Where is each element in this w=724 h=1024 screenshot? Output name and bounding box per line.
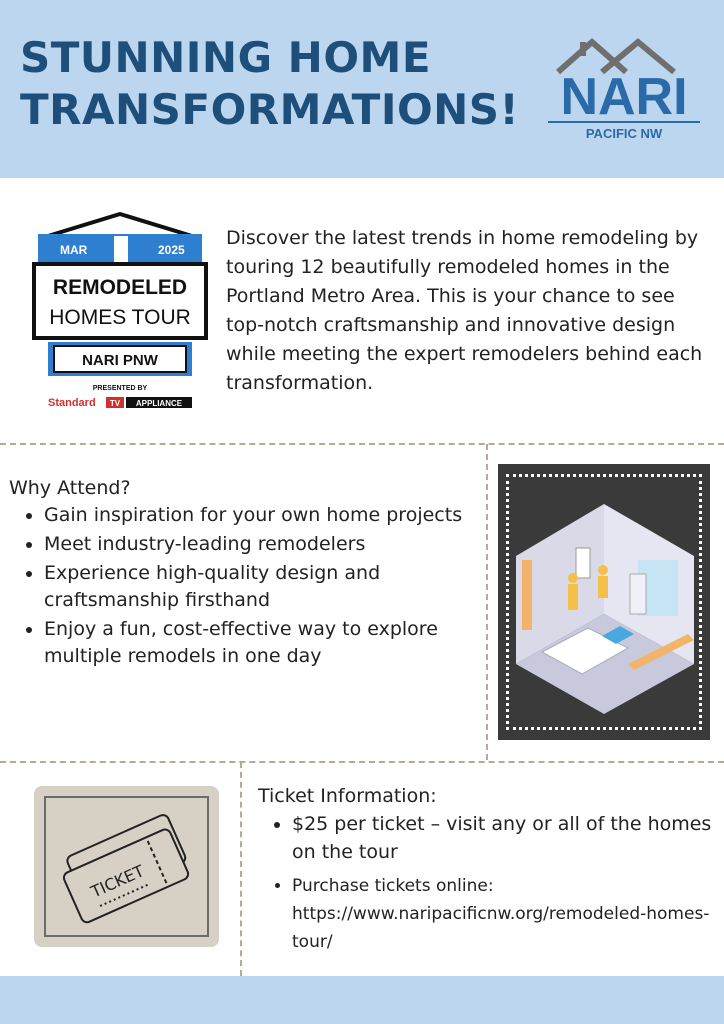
why-attend-list: [20, 502, 504, 672]
badge-year: 2025: [158, 243, 185, 257]
title-line-2: TRANSFORMATIONS!: [20, 85, 520, 134]
list-item: • Gain inspiration for your own home projects: [44, 502, 504, 529]
ticket-info-list: [270, 810, 724, 962]
badge-line-1: REMODELED: [52, 276, 188, 299]
badge-org: NARI PNW: [82, 352, 158, 369]
footer-banner: [0, 976, 724, 1024]
badge-line-2: HOMES TOUR: [49, 306, 191, 329]
sponsor-mid: TV: [109, 399, 121, 408]
title-line-1: STUNNING HOME: [20, 33, 432, 82]
badge-presented-by: PRESENTED BY: [92, 385, 148, 392]
nari-logo: [540, 28, 712, 148]
page-title: [20, 32, 519, 136]
divider-top: [0, 443, 724, 445]
sponsor-name: Standard: [48, 397, 96, 409]
divider-middle-vertical: [486, 444, 488, 760]
ticket-icon: [34, 786, 219, 947]
list-item: • Enjoy a fun, cost-effective way to explore multiple remodels in one day: [44, 616, 504, 670]
logo-text: NARI: [560, 68, 688, 126]
bathroom-illustration: [498, 464, 710, 740]
divider-ticket-vertical: [240, 762, 242, 976]
list-item: • Experience high-quality design and craftsmanship firsthand: [44, 560, 504, 614]
ticket-info-title: Ticket Information:: [258, 785, 437, 807]
list-item: • Purchase tickets online: https://www.naripacificnw.org/remodeled-homes-tour/: [292, 872, 724, 956]
ticket-word: TICKET: [88, 861, 147, 902]
header-banner: [0, 0, 724, 178]
list-item: • $25 per ticket – visit any or all of the homes on the tour: [292, 810, 724, 866]
ticket-icon-box: [34, 786, 219, 947]
sponsor-tail: APPLIANCE: [135, 399, 183, 408]
why-attend-title: Why Attend?: [9, 477, 131, 499]
bathroom-scene-icon: [498, 464, 710, 740]
badge-month: MAR: [60, 243, 88, 257]
logo-subtitle: PACIFIC NW: [585, 126, 663, 141]
intro-paragraph: Discover the latest trends in home remodeling by touring 12 beautifully remodeled homes in the Portland Metro Area. This is your chance to see top-notch craftsmanship and innovative design while meeting the expert remodelers behind each transformation.: [226, 227, 703, 394]
tour-badge: [30, 212, 210, 412]
list-item: • Meet industry-leading remodelers: [44, 531, 504, 558]
divider-bottom: [0, 761, 724, 763]
